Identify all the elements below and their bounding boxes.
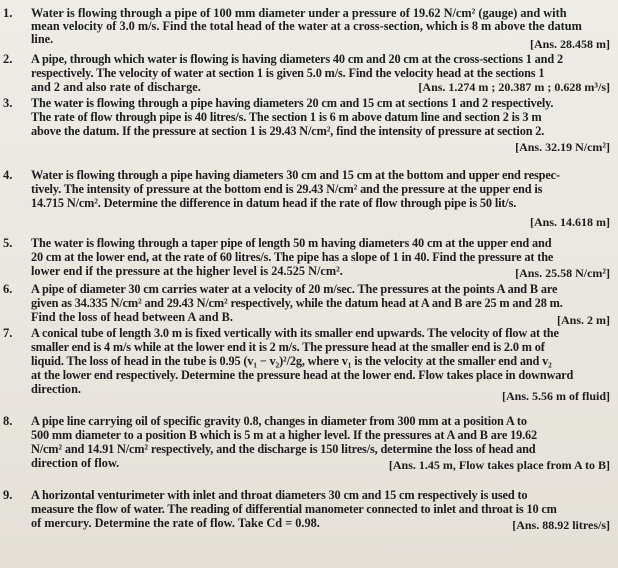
question-text-line: Water is flowing through a pipe of 100 mm diameter under a pressure of 19.62 N/cm² (gauge) and with xyxy=(31,6,567,20)
question-number: 4. xyxy=(3,168,13,182)
question-number: 3. xyxy=(3,96,13,110)
question-text-line: 20 cm at the lower end, at the rate of 60 litres/s. The pipe has a slope of 1 in 40. Find the pressure at the xyxy=(31,250,554,264)
answer: [Ans. 88.92 litres/s] xyxy=(512,518,610,532)
answer: [Ans. 14.618 m] xyxy=(530,215,610,229)
question-text-line: liquid. The loss of head in the tube is 0.95 (v₁ − v₂)²/2g, where v₁ is the velocity at the smaller end and v₂ xyxy=(31,354,552,368)
question-text-line: respectively. The velocity of water at section 1 is given 5.0 m/s. Find the velocity head at the sections 1 xyxy=(31,66,545,80)
question-text-line: A conical tube of length 3.0 m is fixed vertically with its smaller end upwards. The velocity of flow at the xyxy=(31,326,559,340)
question-number: 6. xyxy=(3,282,13,296)
answer: [Ans. 2 m] xyxy=(557,313,610,327)
question-text-line: above the datum. If the pressure at section 1 is 29.43 N/cm², find the intensity of pressure at section 2. xyxy=(31,124,545,138)
answer: [Ans. 5.56 m of fluid] xyxy=(501,389,610,403)
question-text-line: measure the flow of water. The reading of differential manometer connected to inlet and throat is 10 cm xyxy=(31,502,557,516)
question-number: 2. xyxy=(3,52,13,66)
question-number: 9. xyxy=(3,488,13,502)
question-text-line: The water is flowing through a taper pipe of length 50 m having diameters 40 cm at the upper end and xyxy=(31,236,552,250)
question-text-line: given as 34.335 N/cm² and 29.43 N/cm² respectively, while the datum head at A and B are 25 m and 28 m. xyxy=(31,296,563,310)
question-text-line: smaller end is 4 m/s while at the lower end it is 2 m/s. The pressure head at the smaller end is 2.0 m of xyxy=(31,340,545,354)
question-text-line: line. xyxy=(31,32,54,46)
question-text-line: direction. xyxy=(31,382,81,396)
question-text-line: A pipe line carrying oil of specific gravity 0.8, changes in diameter from 300 mm at a position A to xyxy=(31,414,527,428)
question-text-line: Water is flowing through a pipe having diameters 30 cm and 15 cm at the bottom and upper end respec- xyxy=(31,168,560,182)
answer: [Ans. 25.58 N/cm²] xyxy=(515,266,610,280)
question-text-line: tively. The intensity of pressure at the bottom end is 29.43 N/cm² and the pressure at the upper end is xyxy=(31,182,543,196)
question-text-line: A pipe, through which water is flowing is having diameters 40 cm and 20 cm at the cross-sections 1 and 2 xyxy=(31,52,563,66)
question-number: 1. xyxy=(3,6,13,20)
question-number: 7. xyxy=(3,326,13,340)
answer: [Ans. 32.19 N/cm²] xyxy=(515,140,610,154)
question-text-line: The rate of flow through pipe is 40 litres/s. The section 1 is 6 m above datum line and section 2 is 3 m xyxy=(31,110,542,124)
question-text-line: mean velocity of 3.0 m/s. Find the total head of the water at a cross-section, which is 8 m above the datum xyxy=(31,19,582,33)
question-text-line: The water is flowing through a pipe having diameters 20 cm and 15 cm at sections 1 and 2 respectively. xyxy=(31,96,554,110)
question-text-line: lower end if the pressure at the higher level is 24.525 N/cm². xyxy=(31,264,343,278)
answer: [Ans. 28.458 m] xyxy=(530,37,610,51)
question-number: 8. xyxy=(3,414,13,428)
answer: [Ans. 1.274 m ; 20.387 m ; 0.628 m³/s] xyxy=(418,80,610,94)
question-text-line: of mercury. Determine the rate of flow. Take Cd = 0.98. xyxy=(31,516,320,530)
question-text-line: and 2 and also rate of discharge. xyxy=(31,80,201,94)
question-text-line: 14.715 N/cm². Determine the difference in datum head if the rate of flow through pipe is 50 lit/s. xyxy=(31,196,517,210)
question-text-line: 500 mm diameter to a position B which is 5 m at a higher level. If the pressures at A and B are 19.62 xyxy=(31,428,537,442)
question-text-line: Find the loss of head between A and B. xyxy=(31,310,233,324)
answer: [Ans. 1.45 m, Flow takes place from A to B] xyxy=(388,458,610,472)
question-text-line: at the lower end respectively. Determine the pressure head at the lower end. Flow takes place in downward xyxy=(31,368,574,382)
question-text-line: N/cm² and 14.91 N/cm² respectively, and the discharge is 150 litres/s, determine the loss of head and xyxy=(31,442,536,456)
question-text-line: direction of flow. xyxy=(31,456,120,470)
question-text-line: A pipe of diameter 30 cm carries water at a velocity of 20 m/sec. The pressures at the points A and B are xyxy=(31,282,558,296)
question-text-line: A horizontal venturimeter with inlet and throat diameters 30 cm and 15 cm respectively is used to xyxy=(31,488,528,502)
question-number: 5. xyxy=(3,236,13,250)
